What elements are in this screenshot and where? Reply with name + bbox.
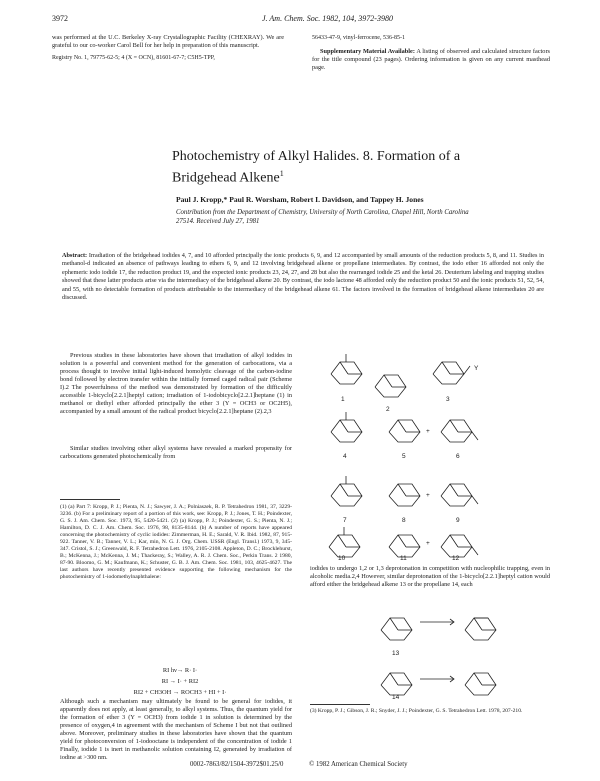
label-12: 12: [452, 555, 460, 562]
prev-acknowledgment: was performed at the U.C. Berkeley X-ray Crystallographic Facility (CHEXRAY). We are grateful to our co-worker Carol Bell for her help in preparation of this manuscript.: [52, 34, 284, 49]
intro-paragraph-2: Similar studies involving other alkyl systems have revealed a marked propensity for carbocations generated photochemically from: [60, 445, 292, 460]
label-10: 10: [338, 555, 346, 562]
copyright: © 1982 American Chemical Society: [309, 761, 408, 768]
label-3: 3: [446, 396, 450, 403]
structure-4: [326, 410, 366, 450]
body-paragraph-right: iodides to undergo 1,2 or 1,3 deprotonation in competition with nucleophilic trapping, even in alcoholic media.2,4 However, similar deprotonation of the 1-bicyclo[2.2.1]heptyl cation would afford either the bridgehead alkene 13 or the propellane 14, each: [310, 565, 550, 588]
label-Y-3: Y: [474, 365, 479, 372]
footnote-continued: Although such a mechanism may ultimately be found to be general for iodides, it apparently does not apply, at least generally, to alkyl systems. Thus, the quantum yield for the formation of ether 3 (Y = OCH3) from iodide 1 in solution is determined by the presence of oxygen,4 in agreement with the mechanism of Scheme I but not that outlined above. Moreover, preliminary studies in these laboratories have shown that the quantum yield for photoconversion of 1-iodooctane is independent of the concentration of iodide 1 Finally, iodide 1 is inert in methanolic solution containing I2, generated by irradiation of iodine at >300 nm.: [60, 698, 292, 761]
label-6: 6: [456, 453, 460, 460]
supp-label: Supplementary Material Available:: [320, 48, 415, 55]
label-4: 4: [343, 453, 347, 460]
structure-14-right: [460, 665, 500, 701]
structure-6: [436, 410, 480, 450]
plus-sign-row2: +: [426, 428, 430, 435]
structure-9: [436, 474, 480, 514]
page-footer: [190, 761, 550, 768]
intro-paragraph-1: Previous studies in these laboratories have shown that irradiation of alkyl iodides in solution is a powerful and convenient method for the generation of carbocations, via a process thought to involve initial light-induced homolytic cleavage of the carbon-iodine bond followed by electron transfer within the initially formed caged radical pair (Scheme I).2 The powerfulness of the method was demonstrated by formation of the difficultly accessible 1-bicyclo[2.2.1]heptyl cation; irradiation of 1-iodobicyclo[2.2.1]heptane (1) in methanol or diethyl ether afforded principally the ether 3 (Y = OCH3 or OC2H5), accompanied by a small amount of the radical product bicyclo[2.2.1]heptane (2).2,3: [60, 352, 292, 415]
title-footnote-mark: 1: [279, 169, 284, 178]
equation-3: RI2 + CH3OH → ROCH3 + HI + I·: [133, 689, 227, 696]
label-5: 5: [402, 453, 406, 460]
label-8: 8: [402, 517, 406, 524]
structure-7: [326, 474, 366, 514]
equation-2: RI → I· + RI2: [161, 678, 199, 685]
label-11: 11: [400, 555, 407, 562]
label-1: 1: [341, 396, 345, 403]
prev-registry-right: 56433-47-9, vinyl-ferrocene, 536-85-1: [312, 35, 405, 41]
structure-2: [370, 365, 410, 405]
plus-sign-row3: +: [426, 492, 430, 499]
label-2: 2: [386, 406, 390, 413]
structure-13-left: [376, 610, 416, 646]
structure-13-right: [460, 610, 500, 646]
label-9: 9: [456, 517, 460, 524]
page-number: 3972: [52, 14, 68, 23]
label-7: 7: [343, 517, 347, 524]
author-list: Paul J. Kropp,* Paul R. Worsham, Robert I. Davidson, and Tappey H. Jones: [176, 195, 424, 204]
title-text: Photochemistry of Alkyl Halides. 8. Formation of a Bridgehead Alkene: [172, 149, 461, 186]
label-14: 14: [392, 694, 400, 701]
article-code: 0002-7863/82/1504-3972$01.25/0: [190, 761, 284, 768]
abstract-label: Abstract:: [62, 252, 88, 259]
structure-8: [384, 474, 424, 514]
prev-registry: Registry No. 1, 79775-62-5; 4 (X = OCN), 81601-67-7; C5H5-TPP,: [52, 55, 215, 61]
structure-1: [326, 352, 366, 392]
journal-citation: J. Am. Chem. Soc. 1982, 104, 3972-3980: [262, 14, 393, 23]
equation-1: RI hν→ R· I·: [162, 667, 198, 674]
footnote-right: (3) Kropp, P. J.; Gibson, J. R.; Snyder, J. J.; Poindexter, G. S. Tetrahedron Lett. 1978, 207-210.: [310, 708, 523, 714]
reaction-arrow-2: [418, 672, 458, 686]
abstract-text: Irradiation of the bridgehead iodides 4, 7, and 10 afforded principally the ionic products 6, 9, and 12 accompanied by small amounts of the reduction products 5, 8, and 11. Studies in methanol-d indicated an absence of pathways leading to ethers 6, 9, and 12 involving bridgehead alkene or propellane intermediates. By contrast, the iodo ether 16 afforded not only the ephemeric iodo iodide 17, the reduction product 19, and the expected ionic products 23, 24, 27, and 28 but also the rearranged iodide 25 and the ketal 26. Deuterium labeling and trapping studies showed that these latter products arise via the intermediacy of the bridgehead alkene 20. By contrast, the iodo lactone 48 afforded only the reduction product 50 and the ionic products 51, 52, 54, and 55, with no detectable formation of products attributable to the intermediacy of the bridgehead alkene 61. The factors involved in the formation of bridgehead alkene intermediates 20 are discussed.: [62, 252, 544, 302]
supp-text: A listing of observed and calculated structure factors for the title compound (23 pages). Ordering information is given on any current masthead page.: [312, 48, 550, 71]
label-13: 13: [392, 650, 400, 657]
plus-sign-row4: +: [426, 540, 430, 547]
reaction-arrow-1: [418, 615, 458, 629]
affiliation: Contribution from the Department of Chemistry, University of North Carolina, Chapel Hill, North Carolina 27514. Received July 27, 1981: [176, 209, 469, 225]
structure-3: [428, 352, 472, 392]
footnotes-left: (1) (a) Part 7: Kropp, P. J.; Pienta, N. J.; Sawyer, J. A.; Polniaszek, R. P. Tetrahedron 1981, 37, 3229-3236. (b) For a preliminary report of a portion of this work, see: Kropp, P. J.; Jones, T. H.; Poindexter, G. S. J. Am. Chem. Soc. 1973, 95, 5420-5421. (2) (a) Kropp, P. J.; Poindexter, G. S.; Pienta, N. J.; Hamilton, D. C. J. Am. Chem. Soc. 1976, 98, 8135-8144. (b) A number of reports have appeared concerning the photochemistry of cyclic iodides: Zimmerman, H. E.; Sarald, V. R. Ibid. 1982, 87, 915-922. Tanner, V. B.; Tanner, V. L.; Kar, min, N. G. J. Org. Chem. USSR (Engl. Transl.) 1973, 9, 345-347. Cristol, S. J.; Greenwald, R. F. Tetrahedron Lett. 1976, 2105-2108. Appleton, D. C.; Brocklehurst, B.; McKenna, J.; McKenna, J. M.; Thackeray, S.; Walley, A. R. J. Chem. Soc., Perkin Trans. 2 1980, 87-90. Bloomo, G. M.; Kaufmann, K.; Schuster, G. B. J. Am. Chem. Soc. 1981, 103, 4625-4627. The last authors have recently presented evidence supporting the following mechanism for the photochemistry of 1-iodomethylnaphthalene:: [60, 504, 292, 580]
structure-5: [384, 410, 424, 450]
